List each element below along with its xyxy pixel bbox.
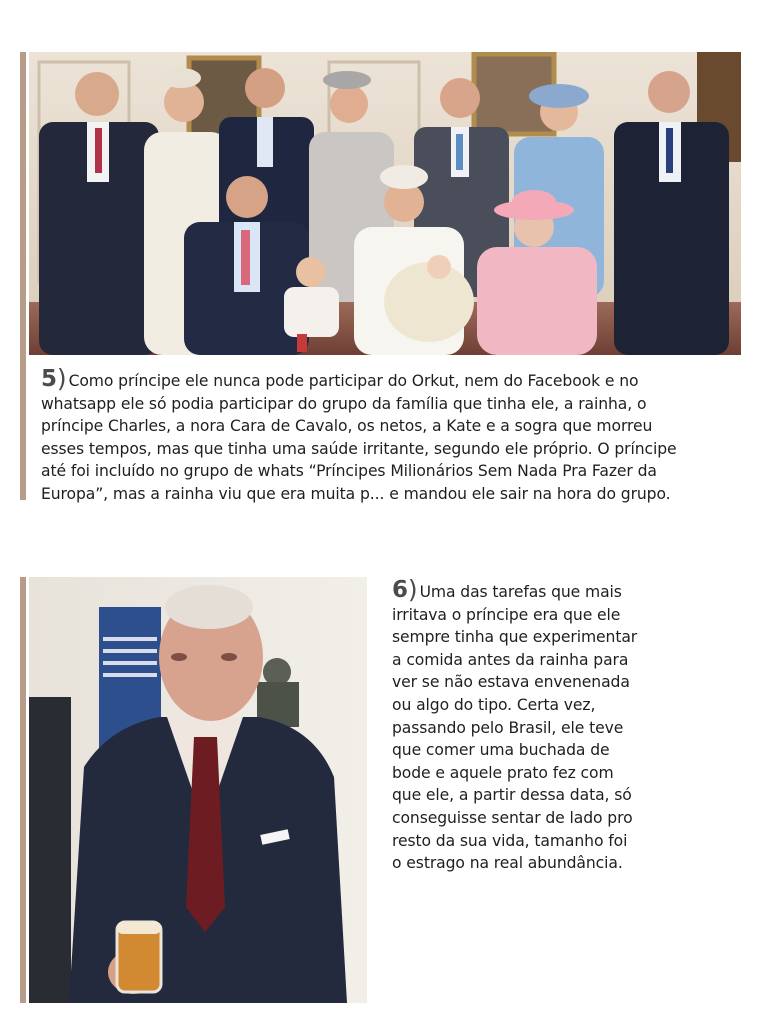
item-6-line-5: ver se não estava envenenada (392, 673, 630, 692)
item-5-line-3: príncipe Charles, a nora Cara de Cavalo, os netos, a Kate e a sogra que morreu (41, 417, 653, 436)
prince-holding-beer-photo (29, 577, 367, 1003)
item-6-line-11: conseguisse sentar de lado pro (392, 808, 633, 827)
item-5-paren: ) (56, 364, 67, 393)
item-5-number: 5 (41, 366, 57, 392)
item-5-line-2: whatsapp ele só podia participar do grupo da família que tinha ele, a rainha, o (41, 394, 647, 413)
item-5-line-4: esses tempos, mas que tinha uma saúde irritante, segundo ele próprio. O príncipe (41, 439, 677, 458)
item-5-line-1: 5) Como príncipe ele nunca pode participar do Orkut, nem do Facebook e no (41, 364, 639, 393)
item-6-paren: ) (407, 575, 418, 604)
item-6-number: 6 (392, 577, 408, 603)
item-6-line-1: 6) Uma das tarefas que mais (392, 575, 622, 604)
item-6-line-13: o estrago na real abundância. (392, 854, 623, 873)
item-6-line-12: resto da sua vida, tamanho foi (392, 831, 628, 850)
item-6-line-10: que ele, a partir dessa data, só (392, 786, 632, 805)
item-6-line-7: passando pelo Brasil, ele teve (392, 718, 624, 737)
item-6-line-3: sempre tinha que experimentar (392, 628, 638, 647)
item-6-line-9: bode e aquele prato fez com (392, 763, 614, 782)
item-6-line-8: que comer uma buchada de (392, 741, 610, 760)
royal-family-christening-photo (29, 52, 741, 355)
item-5-line-6: Europa”, mas a rainha viu que era muita p... e mandou ele sair na hora do grupo. (41, 484, 671, 503)
item-5-text (41, 364, 731, 506)
item-6-line-2: irritava o príncipe era que ele (392, 605, 621, 624)
accent-bar-item-5 (20, 52, 26, 500)
accent-bar-item-6 (20, 577, 26, 1003)
item-6-text (392, 575, 664, 875)
item-5-line-5: até foi incluído no grupo de whats “Príncipes Milionários Sem Nada Pra Fazer da (41, 462, 657, 481)
item-6-line-6: ou algo do tipo. Certa vez, (392, 695, 596, 714)
item-6-line-4: a comida antes da rainha para (392, 650, 629, 669)
